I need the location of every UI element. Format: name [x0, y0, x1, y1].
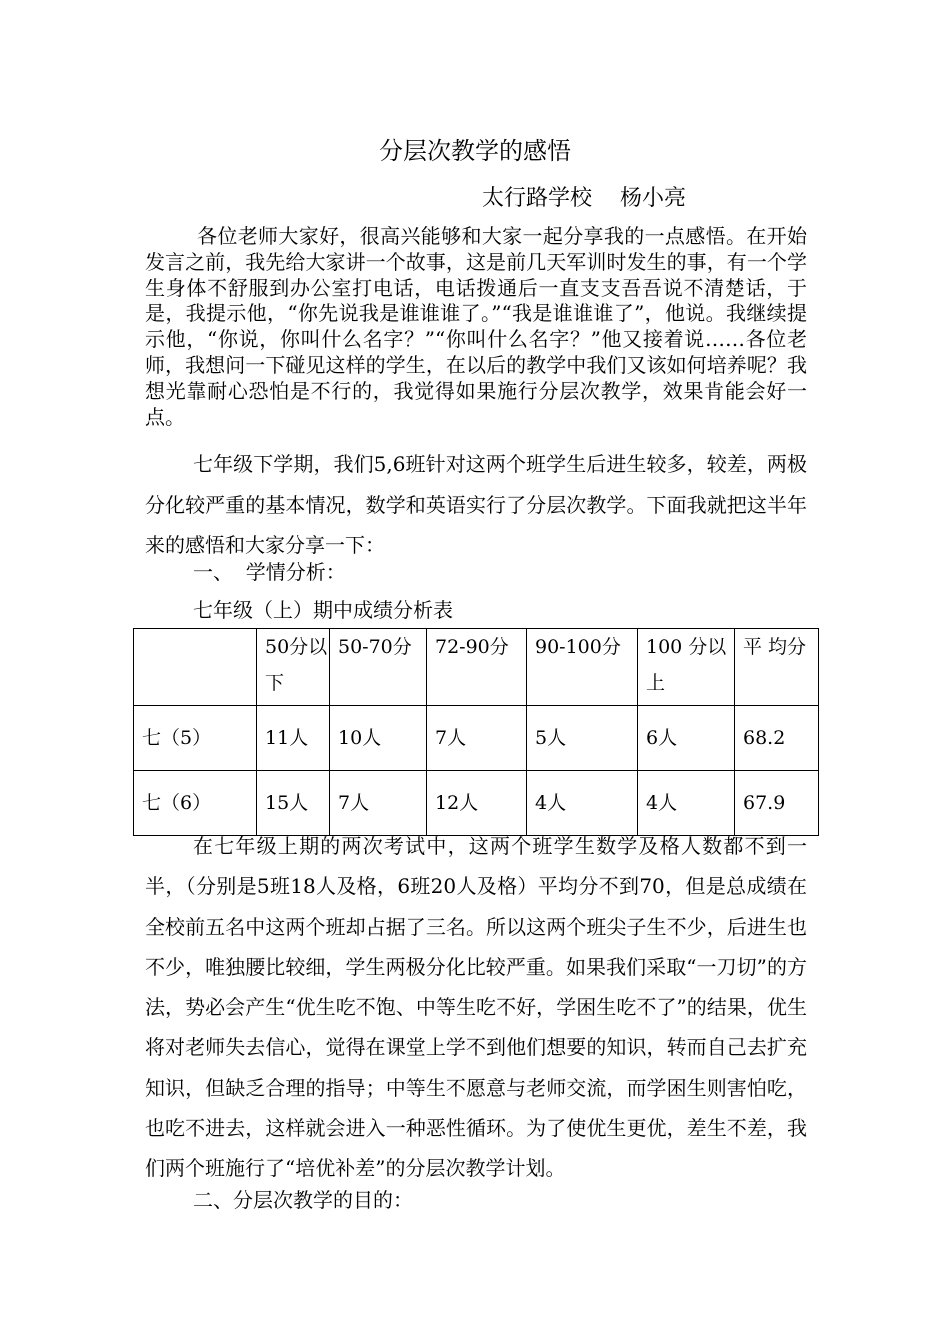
table-header-cell: 50-70分 [330, 629, 427, 706]
table-caption: 七年级（上）期中成绩分析表 [193, 598, 453, 622]
table-cell: 7人 [330, 771, 427, 836]
table-cell: 5人 [527, 706, 638, 771]
table-header-cell: 72-90分 [427, 629, 527, 706]
author-line: 太行路学校 杨小亮 [482, 186, 686, 211]
table-header-cell: 100 分以上 [638, 629, 735, 706]
table-row [134, 706, 819, 771]
table-cell: 68.2 [735, 706, 819, 771]
table-header-cell: 平 均分 [735, 629, 819, 706]
table-cell: 七（6） [134, 771, 257, 836]
paragraph-intro: 各位老师大家好，很高兴能够和大家一起分享我的一点感悟。在开始发言之前，我先给大家讲一个故事，这是前几天军训时发生的事，有一个学生身体不舒服到办公室打电话，电话拨通后一直支支吾吾说不清楚话，于是，我提示他，“你先说我是谁谁谁了。”“我是谁谁谁了”，他说。我继续提示他，“你说，你叫什么名字？”“你叫什么名字？”他又接着说……各位老师，我想问一下碰见这样的学生，在以后的教学中我们又该如何培养呢？我想光靠耐心恐怕是不行的，我觉得如果施行分层次教学，效果肯能会好一点。 [145, 224, 807, 429]
table-header-cell: 90-100分 [527, 629, 638, 706]
paragraph-analysis: 在七年级上期的两次考试中，这两个班学生数学及格人数都不到一半，（分别是5班18人及格，6班20人及格）平均分不到70，但是总成绩在全校前五名中这两个班却占据了三名。所以这两个班尖子生不少，后进生也不少，唯独腰比较细，学生两极分化比较严重。如果我们采取“一刀切”的方法，势必会产生“优生吃不饱、中等生吃不好，学困生吃不了”的结果，优生将对老师失去信心，觉得在课堂上学不到他们想要的知识，转而自己去扩充知识，但缺乏合理的指导；中等生不愿意与老师交流，而学困生则害怕吃，也吃不进去，这样就会进入一种恶性循环。为了使优生更优，差生不差，我们两个班施行了“培优补差”的分层次教学计划。 [145, 834, 807, 1181]
table-cell: 12人 [427, 771, 527, 836]
document-title: 分层次教学的感悟 [379, 137, 571, 165]
score-analysis-table [133, 628, 819, 836]
section-heading-1: 一、 学情分析： [193, 560, 346, 584]
table-header-row [134, 629, 819, 706]
table-cell: 七（5） [134, 706, 257, 771]
table-cell: 11人 [257, 706, 330, 771]
table-cell: 15人 [257, 771, 330, 836]
table-cell: 4人 [527, 771, 638, 836]
table-cell: 4人 [638, 771, 735, 836]
table-cell: 6人 [638, 706, 735, 771]
table-cell: 10人 [330, 706, 427, 771]
paragraph-background: 七年级下学期，我们5,6班针对这两个班学生后进生较多，较差，两极分化较严重的基本情况，数学和英语实行了分层次教学。下面我就把这半年来的感悟和大家分享一下： [145, 452, 807, 557]
table-header-cell [134, 629, 257, 706]
table-cell: 7人 [427, 706, 527, 771]
table-cell: 67.9 [735, 771, 819, 836]
section-heading-2: 二、分层次教学的目的： [193, 1188, 413, 1212]
table-header-cell: 50分以下 [257, 629, 330, 706]
